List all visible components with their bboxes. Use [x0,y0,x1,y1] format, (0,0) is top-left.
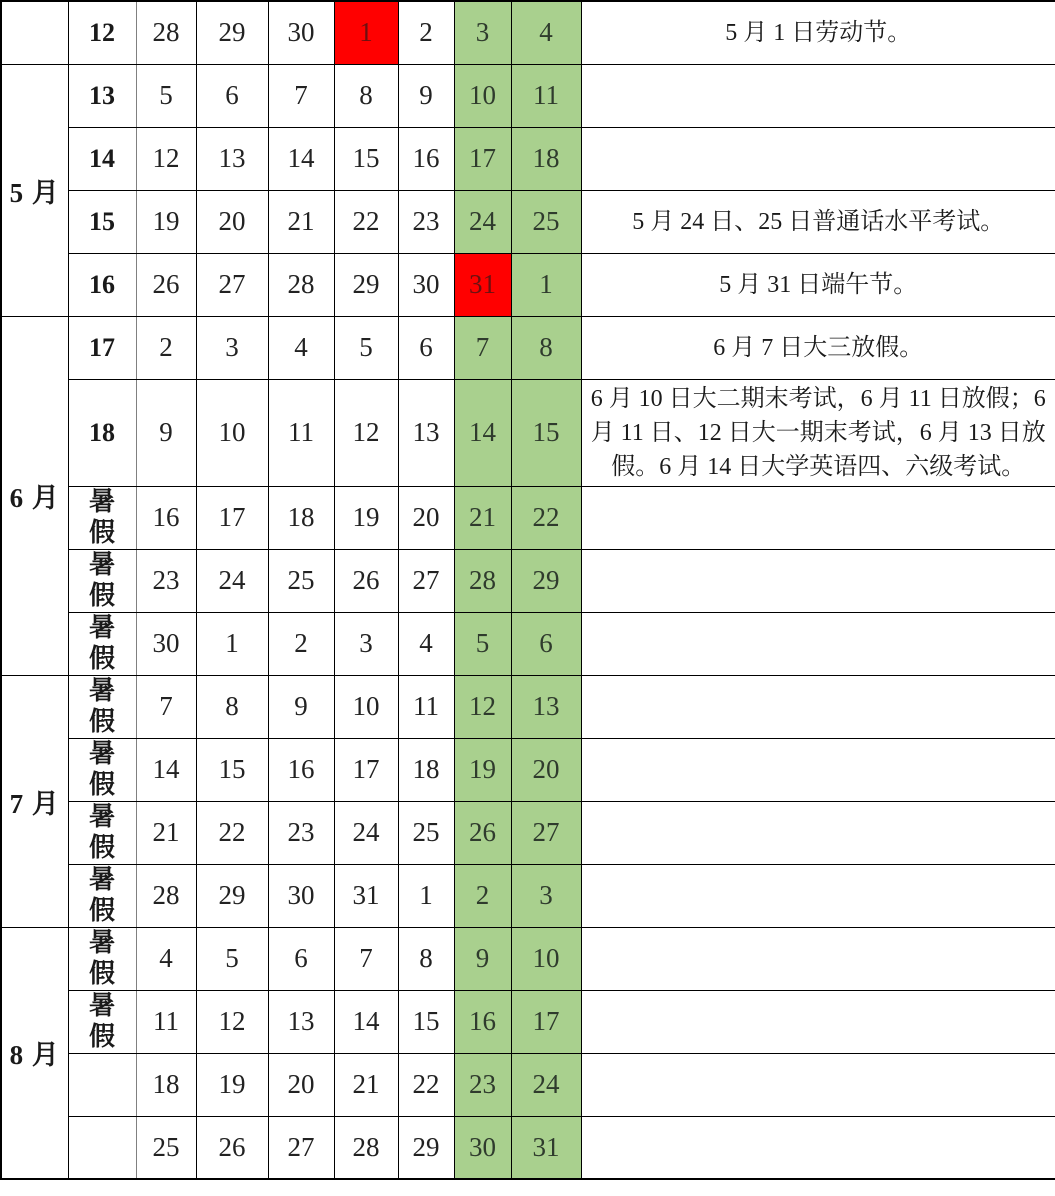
weekend-day-cell: 24 [454,190,511,253]
day-cell: 21 [334,1053,398,1116]
weekend-day-cell: 26 [454,801,511,864]
day-cell: 16 [268,738,334,801]
calendar-week-row [1,379,1055,486]
week-number-cell: 暑假 [68,486,136,549]
day-cell: 11 [268,379,334,486]
day-cell: 8 [398,927,454,990]
day-cell: 15 [398,990,454,1053]
day-cell: 16 [136,486,196,549]
day-cell: 25 [136,1116,196,1179]
week-number-cell: 暑假 [68,612,136,675]
day-cell: 28 [268,253,334,316]
note-cell: 6 月 7 日大三放假。 [581,316,1055,379]
weekend-day-cell: 4 [511,1,581,64]
weekend-day-cell: 19 [454,738,511,801]
weekend-day-cell: 22 [511,486,581,549]
day-cell: 5 [334,316,398,379]
day-cell: 16 [398,127,454,190]
day-cell: 11 [398,675,454,738]
day-cell: 18 [136,1053,196,1116]
month-empty-cell [1,1,68,64]
holiday-day-cell: 1 [334,1,398,64]
weekend-day-cell: 10 [454,64,511,127]
day-cell: 24 [334,801,398,864]
week-number-cell: 18 [68,379,136,486]
weekend-day-cell: 13 [511,675,581,738]
day-cell: 28 [334,1116,398,1179]
week-number-cell: 暑假 [68,801,136,864]
day-cell: 4 [398,612,454,675]
note-cell-empty [581,1116,1055,1179]
weekend-day-cell: 14 [454,379,511,486]
day-cell: 29 [398,1116,454,1179]
day-cell: 28 [136,864,196,927]
week-number-cell: 暑假 [68,675,136,738]
day-cell: 8 [334,64,398,127]
day-cell: 21 [268,190,334,253]
weekend-day-cell: 16 [454,990,511,1053]
day-cell: 3 [196,316,268,379]
day-cell: 30 [268,864,334,927]
note-cell-empty [581,612,1055,675]
day-cell: 15 [334,127,398,190]
weekend-day-cell: 15 [511,379,581,486]
weekend-day-cell: 23 [454,1053,511,1116]
day-cell: 31 [334,864,398,927]
day-cell: 14 [334,990,398,1053]
day-cell: 25 [398,801,454,864]
week-number-cell: 12 [68,1,136,64]
calendar-week-row [1,612,1055,675]
calendar-week-row [1,253,1055,316]
day-cell: 17 [334,738,398,801]
note-cell-empty [581,127,1055,190]
note-cell: 5 月 31 日端午节。 [581,253,1055,316]
day-cell: 30 [136,612,196,675]
week-number-cell: 15 [68,190,136,253]
note-cell-empty [581,486,1055,549]
day-cell: 23 [136,549,196,612]
week-number-cell: 暑假 [68,864,136,927]
day-cell: 22 [334,190,398,253]
weekend-day-cell: 29 [511,549,581,612]
day-cell: 2 [398,1,454,64]
note-cell: 6 月 10 日大二期末考试，6 月 11 日放假；6 月 11 日、12 日大一期末考试，6 月 13 日放假。6 月 14 日大学英语四、六级考试。 [581,379,1055,486]
day-cell: 8 [196,675,268,738]
day-cell: 7 [136,675,196,738]
month-label-cell: 7 月 [1,675,68,927]
weekend-day-cell: 7 [454,316,511,379]
weekend-day-cell: 11 [511,64,581,127]
calendar-week-row [1,549,1055,612]
week-number-cell [68,1053,136,1116]
day-cell: 25 [268,549,334,612]
day-cell: 17 [196,486,268,549]
calendar-body [1,1,1055,1179]
weekend-day-cell: 21 [454,486,511,549]
calendar-week-row [1,64,1055,127]
weekend-day-cell: 20 [511,738,581,801]
week-number-cell: 暑假 [68,990,136,1053]
day-cell: 14 [136,738,196,801]
month-label-cell: 8 月 [1,927,68,1179]
day-cell: 27 [196,253,268,316]
note-cell-empty [581,990,1055,1053]
day-cell: 20 [398,486,454,549]
note-cell: 5 月 1 日劳动节。 [581,1,1055,64]
day-cell: 23 [398,190,454,253]
weekend-day-cell: 30 [454,1116,511,1179]
weekend-day-cell: 6 [511,612,581,675]
day-cell: 2 [136,316,196,379]
weekend-day-cell: 28 [454,549,511,612]
day-cell: 30 [398,253,454,316]
weekend-day-cell: 25 [511,190,581,253]
calendar-week-row [1,864,1055,927]
day-cell: 26 [196,1116,268,1179]
day-cell: 15 [196,738,268,801]
day-cell: 10 [334,675,398,738]
weekend-day-cell: 8 [511,316,581,379]
day-cell: 27 [268,1116,334,1179]
day-cell: 19 [136,190,196,253]
month-label-cell: 6 月 [1,316,68,675]
day-cell: 19 [196,1053,268,1116]
note-cell-empty [581,801,1055,864]
day-cell: 4 [136,927,196,990]
day-cell: 13 [398,379,454,486]
note-cell-empty [581,1053,1055,1116]
calendar-week-row [1,801,1055,864]
calendar-week-row [1,127,1055,190]
day-cell: 13 [268,990,334,1053]
day-cell: 28 [136,1,196,64]
day-cell: 20 [196,190,268,253]
day-cell: 5 [136,64,196,127]
day-cell: 9 [398,64,454,127]
week-number-cell [68,1116,136,1179]
weekend-day-cell: 17 [454,127,511,190]
day-cell: 2 [268,612,334,675]
month-label-cell: 5 月 [1,64,68,316]
weekend-day-cell: 2 [454,864,511,927]
calendar-week-row [1,675,1055,738]
weekend-day-cell: 9 [454,927,511,990]
week-number-cell: 17 [68,316,136,379]
day-cell: 1 [196,612,268,675]
calendar-week-row [1,927,1055,990]
day-cell: 6 [196,64,268,127]
weekend-day-cell: 5 [454,612,511,675]
day-cell: 21 [136,801,196,864]
day-cell: 10 [196,379,268,486]
calendar-week-row [1,190,1055,253]
day-cell: 18 [398,738,454,801]
weekend-day-cell: 18 [511,127,581,190]
weekend-day-cell: 1 [511,253,581,316]
day-cell: 1 [398,864,454,927]
week-number-cell: 暑假 [68,738,136,801]
day-cell: 23 [268,801,334,864]
week-number-cell: 14 [68,127,136,190]
day-cell: 27 [398,549,454,612]
weekend-day-cell: 17 [511,990,581,1053]
calendar-week-row [1,1116,1055,1179]
weekend-day-cell: 12 [454,675,511,738]
note-cell-empty [581,738,1055,801]
day-cell: 9 [268,675,334,738]
day-cell: 24 [196,549,268,612]
note-cell-empty [581,549,1055,612]
day-cell: 5 [196,927,268,990]
calendar-week-row [1,738,1055,801]
calendar-week-row [1,316,1055,379]
day-cell: 7 [334,927,398,990]
calendar-week-row [1,1053,1055,1116]
day-cell: 12 [334,379,398,486]
day-cell: 11 [136,990,196,1053]
day-cell: 20 [268,1053,334,1116]
day-cell: 30 [268,1,334,64]
calendar-week-row [1,486,1055,549]
weekend-day-cell: 24 [511,1053,581,1116]
day-cell: 6 [398,316,454,379]
calendar-week-row [1,990,1055,1053]
weekend-day-cell: 3 [511,864,581,927]
day-cell: 19 [334,486,398,549]
weekend-day-cell: 31 [511,1116,581,1179]
note-cell: 5 月 24 日、25 日普通话水平考试。 [581,190,1055,253]
day-cell: 22 [398,1053,454,1116]
day-cell: 12 [136,127,196,190]
week-number-cell: 暑假 [68,549,136,612]
day-cell: 29 [196,864,268,927]
day-cell: 13 [196,127,268,190]
day-cell: 26 [334,549,398,612]
day-cell: 4 [268,316,334,379]
note-cell-empty [581,64,1055,127]
note-cell-empty [581,927,1055,990]
day-cell: 18 [268,486,334,549]
day-cell: 26 [136,253,196,316]
note-cell-empty [581,864,1055,927]
weekend-day-cell: 3 [454,1,511,64]
day-cell: 6 [268,927,334,990]
calendar-week-row [1,1,1055,64]
day-cell: 29 [196,1,268,64]
day-cell: 22 [196,801,268,864]
day-cell: 9 [136,379,196,486]
weekend-day-cell: 27 [511,801,581,864]
day-cell: 12 [196,990,268,1053]
week-number-cell: 13 [68,64,136,127]
day-cell: 7 [268,64,334,127]
note-cell-empty [581,675,1055,738]
day-cell: 14 [268,127,334,190]
week-number-cell: 16 [68,253,136,316]
weekend-day-cell: 10 [511,927,581,990]
holiday-day-cell: 31 [454,253,511,316]
week-number-cell: 暑假 [68,927,136,990]
day-cell: 29 [334,253,398,316]
day-cell: 3 [334,612,398,675]
